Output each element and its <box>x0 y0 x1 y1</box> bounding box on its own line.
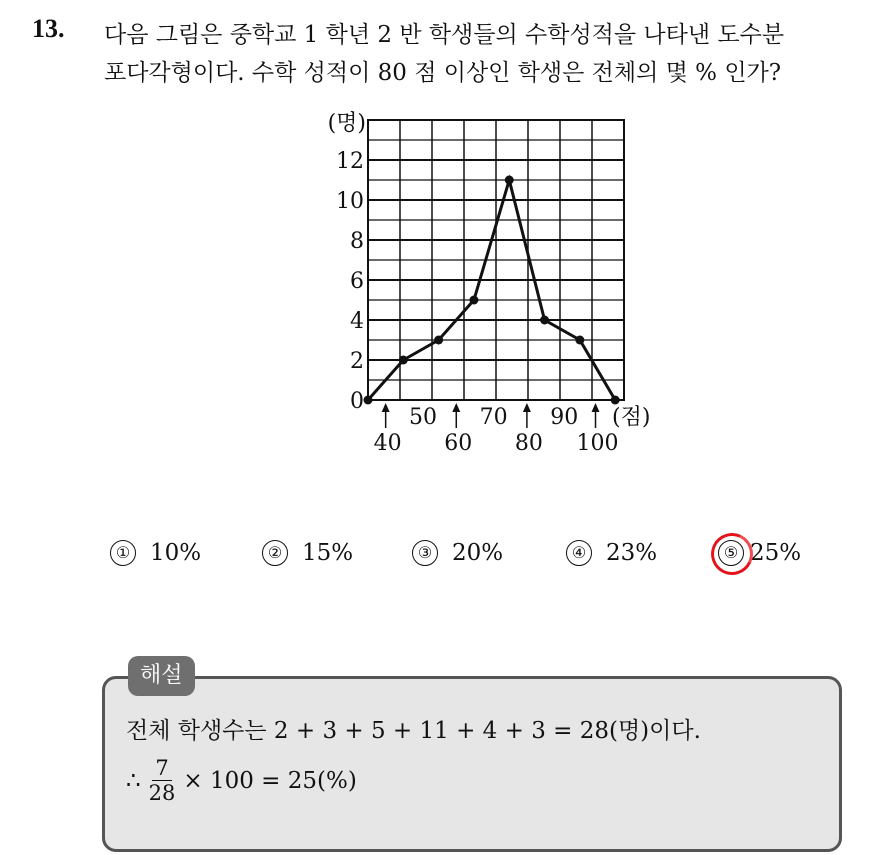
choice-2-mark: ② <box>262 540 288 566</box>
y-tick-label: 12 <box>336 149 364 174</box>
solution-line-2-rest: × 100 = 25(%) <box>183 767 357 794</box>
solution-tag: 해설 <box>128 656 195 696</box>
choice-2-text: 15% <box>302 540 354 566</box>
x-tick-label-lower: 80 <box>514 431 543 456</box>
data-point <box>469 296 478 305</box>
choice-5[interactable] <box>718 540 801 566</box>
choice-1[interactable] <box>110 540 201 566</box>
choice-5-mark-circled-answer: ⑤ <box>718 540 744 566</box>
x-tick-arrowhead <box>592 403 600 412</box>
x-tick-arrowhead <box>382 403 390 412</box>
data-point <box>399 356 408 365</box>
question-line-1: 다음 그림은 중학교 1 학년 2 반 학생들의 수학성적을 나타낸 도수분 <box>104 22 785 48</box>
choice-2[interactable] <box>262 540 353 566</box>
choice-1-mark: ① <box>110 540 136 566</box>
choice-3-text: 20% <box>452 540 504 566</box>
y-tick-label: 4 <box>350 309 364 334</box>
data-point <box>540 316 549 325</box>
solution-line-2 <box>126 756 357 805</box>
x-tick-label-upper: 50 <box>408 405 437 430</box>
choice-1-text: 10% <box>150 540 202 566</box>
y-axis-unit-label: (명) <box>327 111 366 136</box>
choice-4-mark: ④ <box>566 540 592 566</box>
choice-3[interactable] <box>412 540 503 566</box>
data-point <box>575 336 584 345</box>
data-point <box>434 336 443 345</box>
data-point <box>611 396 620 405</box>
y-tick-label: 2 <box>350 349 364 374</box>
x-axis-unit-label: (점) <box>612 405 651 430</box>
therefore-symbol: ∴ <box>126 767 141 794</box>
fraction <box>149 756 176 805</box>
question-number: 13. <box>32 14 65 43</box>
choice-3-mark: ③ <box>412 540 438 566</box>
choice-4[interactable] <box>566 540 657 566</box>
data-point <box>364 396 373 405</box>
x-tick-label-lower: 100 <box>576 431 619 456</box>
x-tick-label-lower: 40 <box>373 431 402 456</box>
y-tick-label: 6 <box>350 269 364 294</box>
x-tick-label-upper: 90 <box>550 405 579 430</box>
series-line <box>368 180 615 400</box>
x-tick-label-upper: 70 <box>479 405 508 430</box>
solution-line-1: 전체 학생수는 2 + 3 + 5 + 11 + 4 + 3 = 28(명)이다. <box>126 718 701 744</box>
y-tick-label: 0 <box>350 389 364 414</box>
fraction-numerator: 7 <box>152 756 171 781</box>
x-tick-arrowhead <box>523 403 531 412</box>
y-tick-label: 8 <box>350 229 364 254</box>
choice-5-text: 25% <box>750 540 802 566</box>
data-point <box>505 176 514 185</box>
y-tick-label: 10 <box>336 189 364 214</box>
x-tick-label-lower: 60 <box>444 431 473 456</box>
x-tick-arrowhead <box>452 403 460 412</box>
answer-choices <box>0 540 884 580</box>
choice-4-text: 23% <box>606 540 658 566</box>
fraction-denominator: 28 <box>148 781 176 805</box>
question-line-2: 포다각형이다. 수학 성적이 80 점 이상인 학생은 전체의 몇 % 인가? <box>104 60 782 86</box>
